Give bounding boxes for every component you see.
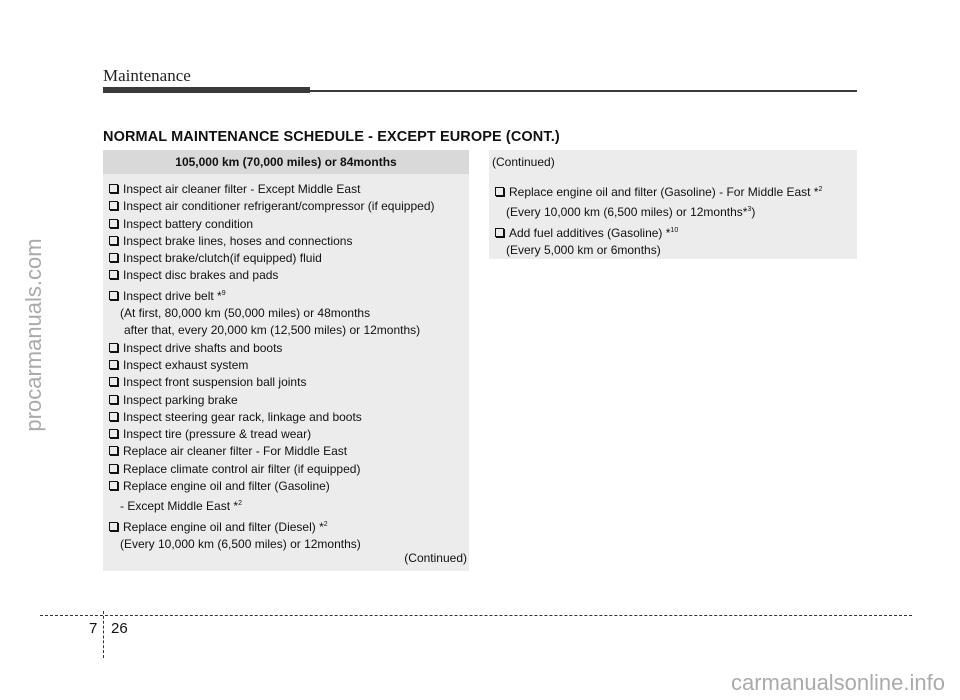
checkbox-icon bbox=[109, 201, 118, 210]
checklist-item bbox=[109, 250, 467, 267]
checklist-item-label: Replace engine oil and filter (Gasoline) bbox=[123, 479, 330, 494]
detail-text: (Every 10,000 km (6,500 miles) or 12months) bbox=[120, 536, 361, 551]
checklist-item bbox=[109, 478, 467, 495]
checklist-item-label: Inspect air conditioner refrigerant/compressor (if equipped) bbox=[123, 199, 435, 214]
checkbox-icon bbox=[109, 395, 118, 404]
detail-text: after that, every 20,000 km (12,500 miles) or 12months) bbox=[124, 323, 421, 338]
section-header: Maintenance bbox=[103, 66, 191, 85]
maintenance-item-list bbox=[109, 181, 467, 553]
checklist-item bbox=[109, 216, 467, 233]
checkbox-icon bbox=[109, 377, 118, 386]
footnote-marker: 2 bbox=[238, 500, 242, 508]
checkbox-icon bbox=[109, 236, 118, 245]
checklist-item-label: Add fuel additives (Gasoline) * bbox=[509, 225, 671, 240]
checkbox-icon bbox=[109, 464, 118, 473]
footnote-marker: 3 bbox=[747, 206, 752, 214]
checklist-item-label: Inspect tire (pressure & tread wear) bbox=[123, 427, 312, 442]
detail-text: - Except Middle East * bbox=[120, 499, 239, 514]
header-rule-thick bbox=[103, 87, 310, 93]
footnote-marker: 9 bbox=[221, 289, 226, 297]
checklist-item bbox=[109, 392, 467, 409]
checklist-item-detail bbox=[109, 322, 467, 339]
footer-dashed-divider bbox=[103, 611, 104, 658]
checklist-item-label: Inspect steering gear rack, linkage and boots bbox=[123, 409, 362, 424]
footnote-marker: 2 bbox=[818, 186, 823, 193]
page-title: NORMAL MAINTENANCE SCHEDULE - EXCEPT EUROPE (CONT.) bbox=[103, 129, 560, 145]
checklist-item bbox=[109, 233, 467, 250]
footnote-marker: 2 bbox=[323, 520, 328, 528]
checklist-item-label: Inspect brake lines, hoses and connections bbox=[123, 233, 353, 248]
header-rule-thin bbox=[310, 90, 857, 92]
checklist-item bbox=[109, 267, 467, 284]
checkbox-icon bbox=[109, 429, 118, 438]
chapter-number: 7 bbox=[89, 620, 98, 637]
checklist-item bbox=[109, 409, 467, 426]
page-number: 26 bbox=[111, 620, 128, 637]
checklist-item-label: Inspect drive shafts and boots bbox=[123, 340, 283, 355]
schedule-panel-continued bbox=[489, 150, 857, 259]
checklist-item-label: Replace climate control air filter (if equipped) bbox=[123, 461, 361, 476]
checklist-item-detail bbox=[495, 242, 853, 259]
checklist-item-label: Inspect parking brake bbox=[123, 392, 238, 407]
checkbox-icon bbox=[109, 446, 118, 455]
checkbox-icon bbox=[109, 184, 118, 193]
checklist-item-label: Replace engine oil and filter (Gasoline) - For Middle East * bbox=[509, 185, 819, 199]
checkbox-icon bbox=[109, 412, 118, 421]
checklist-item-label: Inspect battery condition bbox=[123, 216, 254, 231]
checklist-item-label: Inspect air cleaner filter - Except Middle East bbox=[123, 182, 361, 196]
checkbox-icon bbox=[495, 228, 504, 237]
checklist-item bbox=[109, 426, 467, 443]
checklist-item-label: Inspect disc brakes and pads bbox=[123, 268, 279, 283]
detail-text: (Every 5,000 km or 6months) bbox=[506, 242, 661, 257]
detail-text: (Every 10,000 km (6,500 miles) or 12months* bbox=[506, 205, 748, 220]
checklist-item-detail bbox=[109, 495, 467, 515]
checklist-item bbox=[109, 340, 467, 357]
checkbox-icon bbox=[109, 270, 118, 279]
checklist-item-label: Replace engine oil and filter (Diesel) * bbox=[123, 519, 324, 534]
checkbox-icon bbox=[495, 187, 504, 196]
watermark-bottom: carmanualsonline.info bbox=[730, 670, 945, 695]
checkbox-icon bbox=[109, 522, 118, 531]
checkbox-icon bbox=[109, 253, 118, 262]
checklist-item bbox=[495, 181, 853, 201]
checklist-item bbox=[109, 461, 467, 478]
checklist-item-detail bbox=[109, 305, 467, 322]
checklist-item-label: Inspect brake/clutch(if equipped) fluid bbox=[123, 251, 322, 266]
checklist-item-detail bbox=[495, 201, 853, 221]
schedule-panel-105000 bbox=[103, 150, 469, 571]
checklist-item bbox=[109, 443, 467, 460]
checklist-item-label: Replace air cleaner filter - For Middle East bbox=[123, 444, 348, 459]
checklist-item bbox=[109, 374, 467, 391]
checkbox-icon bbox=[109, 343, 118, 352]
footnote-marker: 10 bbox=[670, 226, 679, 234]
continued-label: (Continued) bbox=[492, 155, 555, 169]
maintenance-item-list bbox=[495, 181, 853, 259]
checklist-item bbox=[109, 285, 467, 305]
checkbox-icon bbox=[109, 219, 118, 228]
watermark-side: procarmanuals.com bbox=[21, 238, 46, 432]
checkbox-icon bbox=[109, 291, 118, 300]
checkbox-icon bbox=[109, 481, 118, 490]
checklist-item-label: Inspect drive belt * bbox=[123, 288, 222, 303]
checklist-item-label: Inspect exhaust system bbox=[123, 357, 249, 372]
checkbox-icon bbox=[109, 360, 118, 369]
checklist-item-label: Inspect front suspension ball joints bbox=[123, 375, 307, 390]
checklist-item bbox=[109, 357, 467, 374]
footer-dashed-rule bbox=[40, 615, 912, 616]
checklist-item bbox=[109, 516, 467, 536]
checklist-item bbox=[109, 198, 467, 215]
continued-label: (Continued) bbox=[404, 551, 467, 565]
checklist-item bbox=[495, 222, 853, 242]
detail-text-tail: ) bbox=[751, 205, 756, 220]
interval-heading: 105,000 km (70,000 miles) or 84months bbox=[103, 150, 469, 174]
checklist-item bbox=[109, 181, 467, 198]
detail-text: (At first, 80,000 km (50,000 miles) or 48months bbox=[120, 306, 371, 321]
